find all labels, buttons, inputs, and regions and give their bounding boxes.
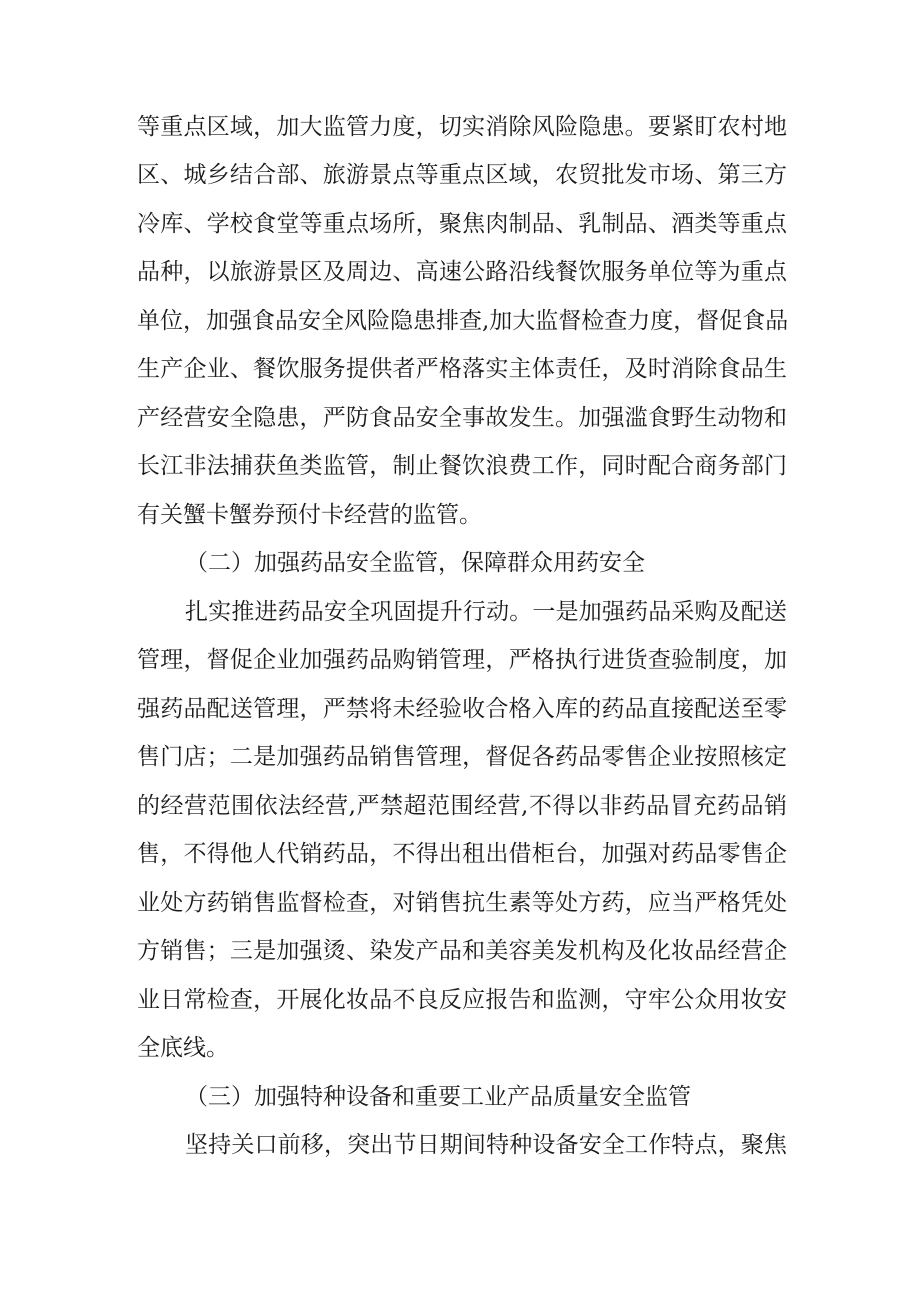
body-line: 的经营范围依法经营,严禁超范围经营,不得以非药品冒充药品销 [137, 793, 787, 819]
body-line: 产经营安全隐患，严防食品安全事故发生。加强滥食野生动物和 [137, 405, 787, 431]
body-line: 售，不得他人代销药品，不得出租出借柜台，加强对药品零售企 [137, 841, 787, 867]
body-line: 售门店；二是加强药品销售管理，督促各药品零售企业按照核定 [137, 744, 787, 770]
body-line: 冷库、学校食堂等重点场所，聚焦肉制品、乳制品、酒类等重点 [137, 211, 787, 237]
section-heading-3: （三）加强特种设备和重要工业产品质量安全监管 [185, 1084, 691, 1110]
body-line: 全底线。 [137, 1035, 229, 1061]
body-line: 区、城乡结合部、旅游景点等重点区域，农贸批发市场、第三方 [137, 162, 787, 188]
section-heading-2: （二）加强药品安全监管，保障群众用药安全 [185, 550, 645, 576]
body-line: 业日常检查，开展化妆品不良反应报告和监测，守牢公众用妆安 [137, 987, 787, 1013]
body-line: 长江非法捕获鱼类监管，制止餐饮浪费工作，同时配合商务部门 [137, 453, 787, 479]
body-line: 业处方药销售监督检查，对销售抗生素等处方药，应当严格凭处 [137, 890, 787, 916]
body-line: 有关蟹卡蟹券预付卡经营的监管。 [137, 502, 482, 528]
paragraph-first-line: 扎实推进药品安全巩固提升行动。一是加强药品采购及配送 [185, 599, 787, 625]
body-line: 方销售；三是加强烫、染发产品和美容美发机构及化妆品经营企 [137, 938, 787, 964]
body-line: 强药品配送管理，严禁将未经验收合格入库的药品直接配送至零 [137, 696, 787, 722]
body-line: 等重点区域，加大监管力度，切实消除风险隐患。要紧盯农村地 [137, 114, 787, 140]
body-line: 品种，以旅游景区及周边、高速公路沿线餐饮服务单位等为重点 [137, 259, 787, 285]
paragraph-first-line: 坚持关口前移，突出节日期间特种设备安全工作特点，聚焦 [185, 1132, 787, 1158]
body-line: 单位，加强食品安全风险隐患排查,加大监督检查力度，督促食品 [137, 308, 789, 334]
body-line: 生产企业、餐饮服务提供者严格落实主体责任，及时消除食品生 [137, 356, 787, 382]
body-line: 管理，督促企业加强药品购销管理，严格执行进货查验制度，加 [137, 647, 787, 673]
